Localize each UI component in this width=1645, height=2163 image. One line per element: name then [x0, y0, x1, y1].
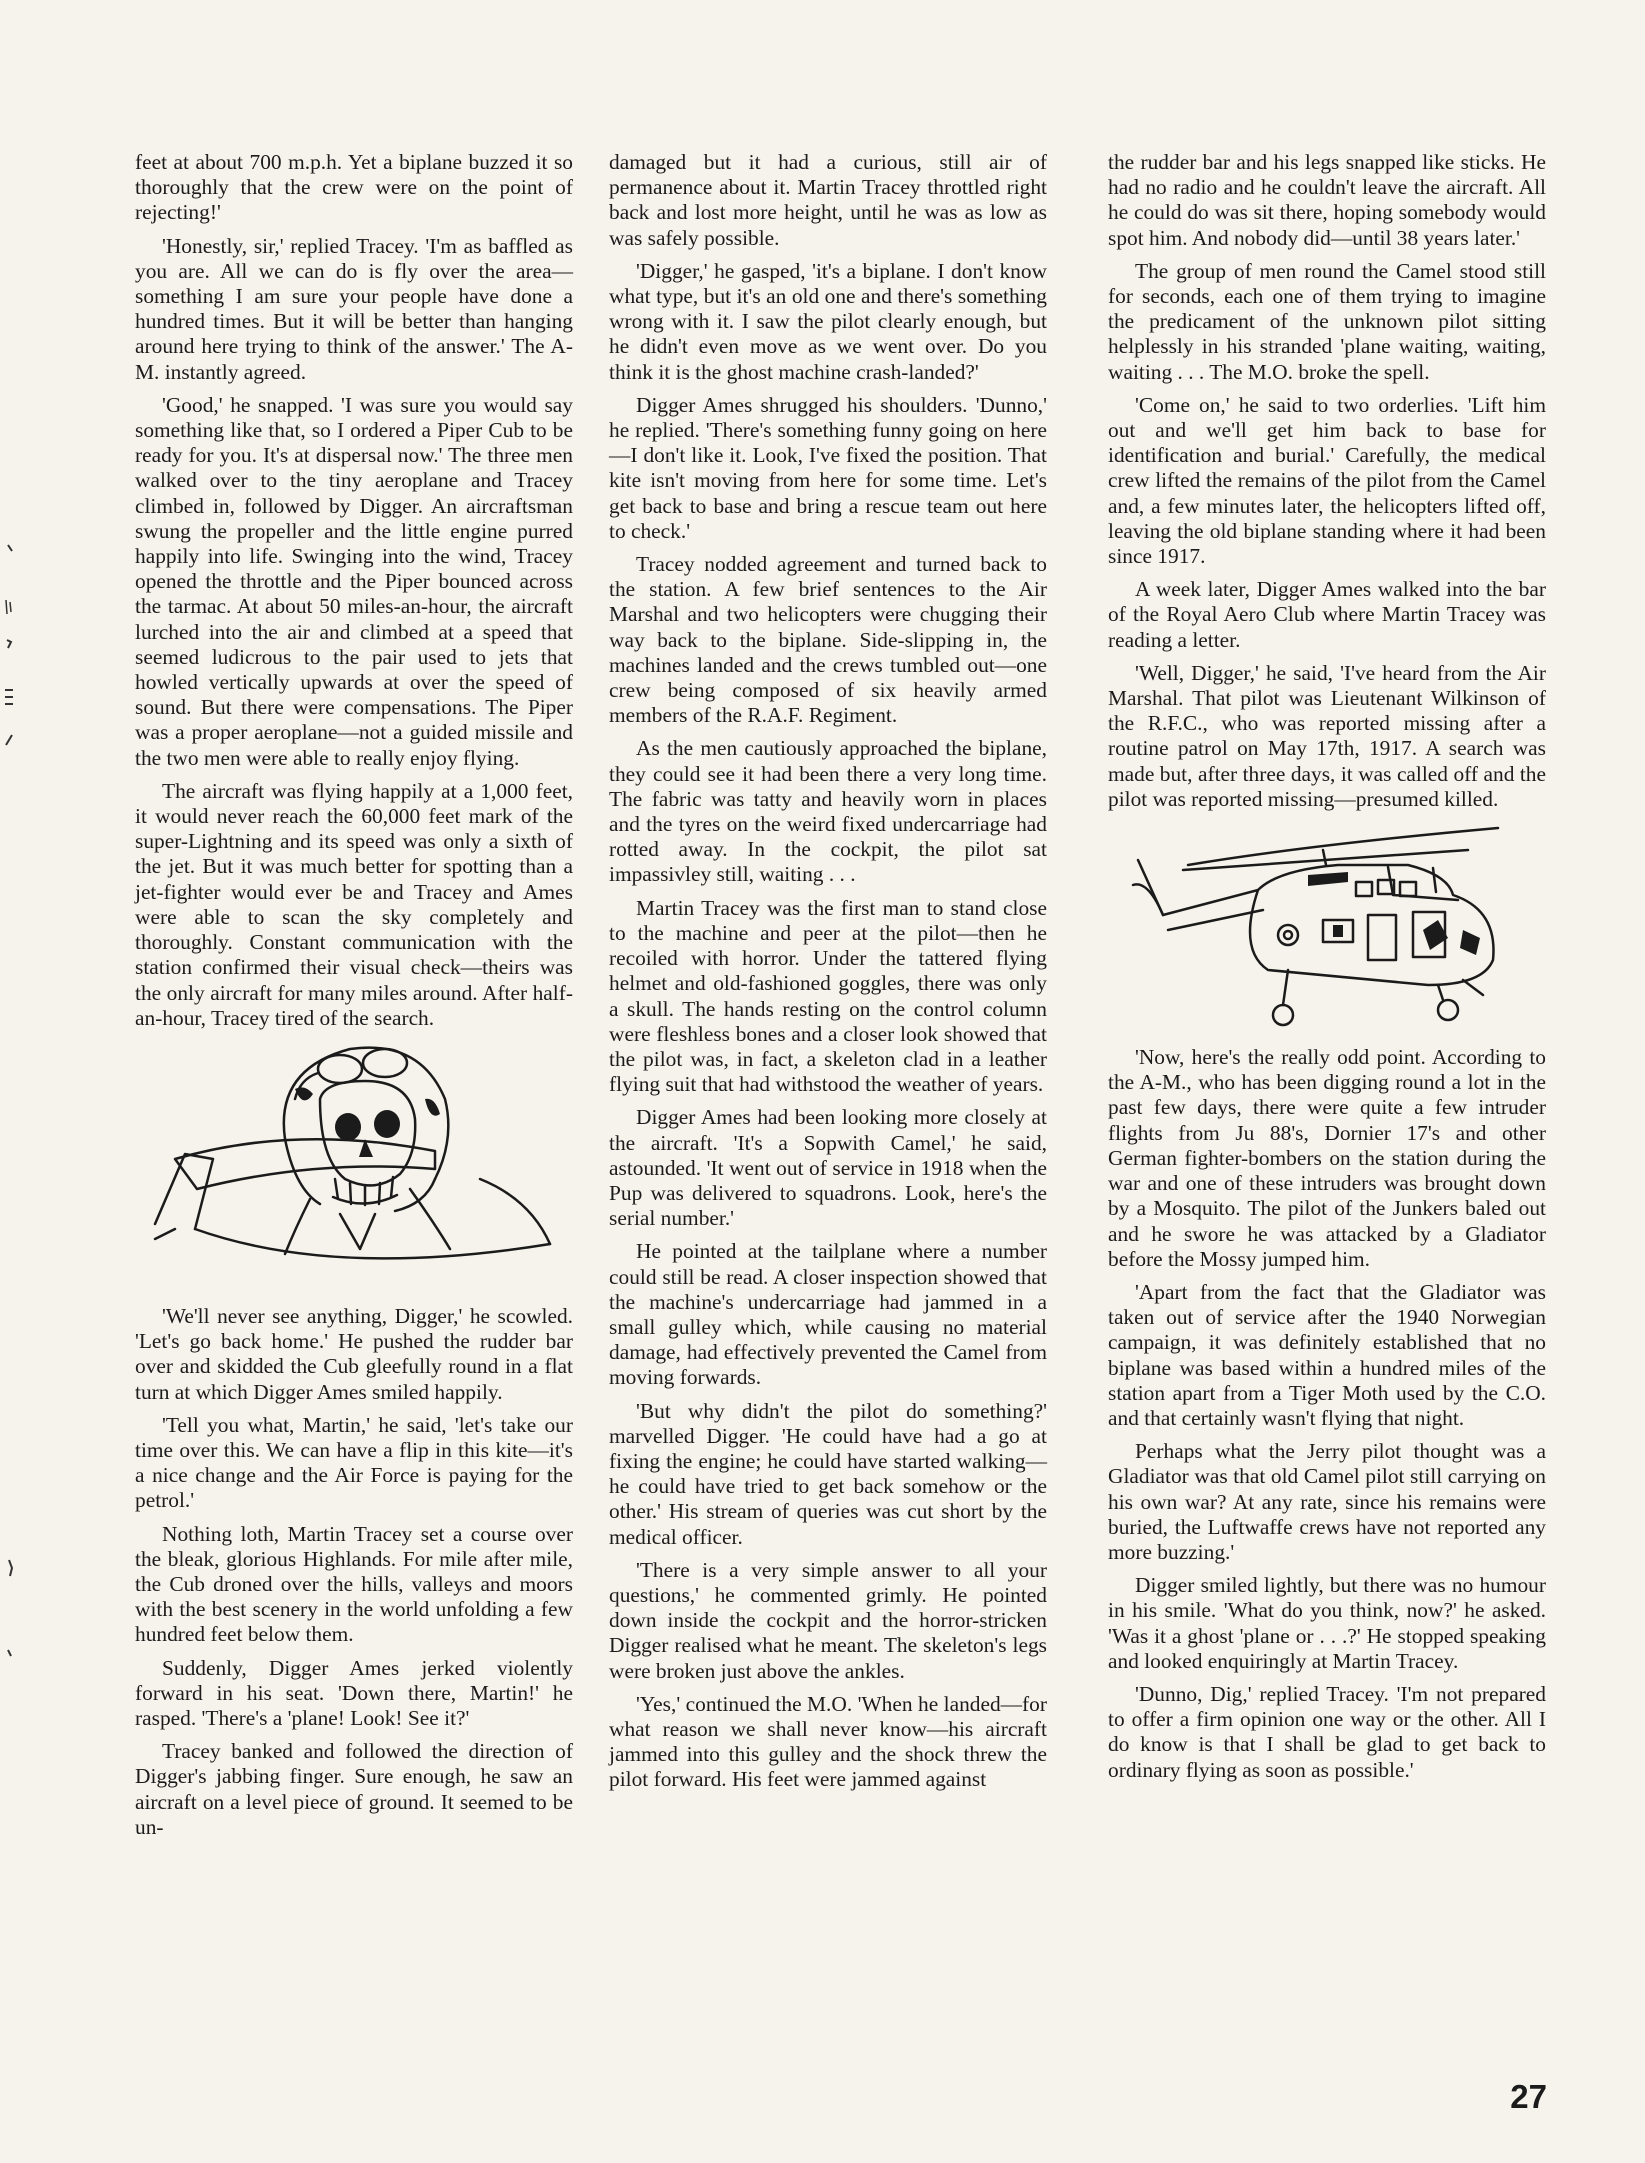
paragraph: 'Tell you what, Martin,' he said, 'let's take our time over this. We can have a flip in this kite—it's a nice change and the Air Force is paying for the petrol.'	[135, 1412, 573, 1513]
paragraph: Suddenly, Digger Ames jerked violently forward in his seat. 'Down there, Martin!' he rasped. 'There's a 'plane! Look! See it?'	[135, 1655, 573, 1730]
text-column-2	[609, 150, 1047, 1801]
paragraph: the rudder bar and his legs snapped like sticks. He had no radio and he couldn't leave the aircraft. All he could do was sit there, hoping somebody would spot him. And nobody did—until 38 years later.'	[1108, 150, 1546, 250]
paragraph: 'Well, Digger,' he said, 'I've heard from the Air Marshal. That pilot was Lieutenant Wilkinson of the R.F.C., who was reported missing after a routine patrol on May 17th, 1917. A search was made but, after three days, it was called off and the pilot was reported missing—presumed killed.	[1108, 660, 1546, 811]
paragraph: feet at about 700 m.p.h. Yet a biplane buzzed it so thoroughly that the crew were on the point of rejecting!'	[135, 150, 573, 225]
paragraph: The group of men round the Camel stood still for seconds, each one of them trying to imagine the predicament of the unknown pilot sitting helplessly in his stranded 'plane waiting, waiting, waiting . . . The M.O. broke the spell.	[1108, 258, 1546, 384]
paragraph: 'There is a very simple answer to all your questions,' he commented grimly. He pointed down inside the cockpit and the horror-stricken Digger realised what he meant. The skeleton's legs were broken just above the ankles.	[609, 1557, 1047, 1683]
binding-edge-marks	[0, 0, 20, 2163]
paragraph: Tracey banked and followed the direction of Digger's jabbing finger. Sure enough, he saw an aircraft on a level piece of ground. It seemed to be un-	[135, 1739, 573, 1839]
paragraph: Digger Ames had been looking more closely at the aircraft. 'It's a Sopwith Camel,' he said, astounded. 'It went out of service in 1918 when the Pup was delivered to squadrons. Look, here's the serial number.'	[609, 1105, 1047, 1231]
paragraph: Perhaps what the Jerry pilot thought was a Gladiator was that old Camel pilot still carrying on his own war? At any rate, since his remains were buried, the Luftwaffe crews have not reported any more buzzing.'	[1108, 1439, 1546, 1564]
paragraph: Digger smiled lightly, but there was no humour in his smile. 'What do you think, now?' he asked. 'Was it a ghost 'plane or . . .?' He stopped speaking and looked enquiringly at Martin Tracey.	[1108, 1573, 1546, 1673]
paragraph: Martin Tracey was the first man to stand close to the machine and peer at the pilot—then he recoiled with horror. Under the tattered flying helmet and old-fashioned goggles, there was only a skull. The hands resting on the control column were fleshless bones and a closer look showed that the pilot was, in fact, a skeleton clad in a leather flying suit that had withstood the weather of years.	[609, 895, 1047, 1097]
paragraph: 'But why didn't the pilot do something?' marvelled Digger. 'He could have had a go at fixing the engine; he could have started walking—he could have tried to get back somehow or the other.' His stream of queries was cut short by the medical officer.	[609, 1398, 1047, 1549]
paragraph: 'Digger,' he gasped, 'it's a biplane. I don't know what type, but it's an old one and there's something wrong with it. I saw the pilot clearly enough, but he didn't even move as we went over. Do you think it is the ghost machine crash-landed?'	[609, 258, 1047, 384]
page-number: 27	[1510, 2078, 1547, 2115]
paragraph: 'We'll never see anything, Digger,' he scowled. 'Let's go back home.' He pushed the rudder bar over and skidded the Cub gleefully round in a flat turn at which Digger Ames smiled happily.	[135, 1303, 573, 1404]
paragraph: Digger Ames shrugged his shoulders. 'Dunno,' he replied. 'There's something funny going on here—I don't like it. Look, I've fixed the position. That kite isn't moving from here for some time. Let's get back to base and bring a rescue team out here to check.'	[609, 392, 1047, 543]
paragraph: 'Honestly, sir,' replied Tracey. 'I'm as baffled as you are. All we can do is fly over the area—something I am sure your people have done a hundred times. But it will be better than hanging around here trying to think of the answer.' The A-M. instantly agreed.	[135, 233, 573, 384]
paragraph: 'Yes,' continued the M.O. 'When he landed—for what reason we shall never know—his aircraft jammed into this gulley and the shock threw the pilot forward. His feet were jammed against	[609, 1691, 1047, 1792]
paragraph: Nothing loth, Martin Tracey set a course over the bleak, glorious Highlands. For mile after mile, the Cub droned over the hills, valleys and moors with the best scenery in the world unfolding a few hundred feet below them.	[135, 1521, 573, 1647]
paragraph: 'Now, here's the really odd point. According to the A-M., who has been digging round a lot in the past few days, there were quite a few intruder flights from Ju 88's, Dornier 17's and other German fighter-bombers on the station during the war and one of these intruders was brought down by a Mosquito. The pilot of the Junkers baled out and he swore he was attacked by a Gladiator before the Mossy jumped him.	[1108, 1045, 1546, 1271]
text-column-1	[135, 150, 573, 1848]
helicopter-icon	[1108, 820, 1546, 1035]
paragraph: 'Apart from the fact that the Gladiator was taken out of service after the 1940 Norwegian campaign, it was definitely established that no biplane was based within a hundred miles of the station apart from a Tiger Moth used by the C.O. and that certainly wasn't flying that night.	[1108, 1279, 1546, 1430]
paragraph: Tracey nodded agreement and turned back to the station. A few brief sentences to the Air Marshal and two helicopters were chugging their way back to the biplane. Side-slipping in, the machines landed and the crews tumbled out—one crew being composed of six heavily armed members of the R.A.F. Regiment.	[609, 552, 1047, 728]
paragraph: 'Good,' he snapped. 'I was sure you would say something like that, so I ordered a Piper Cub to be ready for you. It's at dispersal now.' The three men walked over to the tiny aeroplane and Tracey climbed in, followed by Digger. An aircraftsman swung the propeller and the little engine purred happily into life. Swinging into the wind, Tracey opened the throttle and the Piper bounced across the tarmac. At about 50 miles-an-hour, the aircraft lurched into the air and climbed at a speed that seemed ludicrous to the pair used to jets that howled vertically upwards at over the speed of sound. But there were compensations. The Piper was a proper aeroplane—not a guided missile and the two men were able to really enjoy flying.	[135, 392, 573, 770]
paragraph: The aircraft was flying happily at a 1,000 feet, it would never reach the 60,000 feet mark of the super-Lightning and its speed was only a sixth of the jet. But it was much better for spotting than a jet-fighter would ever be and Tracey and Ames were able to scan the sky completely and thoroughly. Constant communication with the station confirmed their visual check—theirs was the only aircraft for many miles around. After half-an-hour, Tracey tired of the search.	[135, 778, 573, 1030]
text-column-3	[1108, 150, 1546, 1791]
paragraph: A week later, Digger Ames walked into the bar of the Royal Aero Club where Martin Tracey was reading a letter.	[1108, 577, 1546, 652]
paragraph: He pointed at the tailplane where a number could still be read. A closer inspection showed that the machine's undercarriage had jammed in a small gulley which, while causing no material damage, had effectively prevented the Camel from moving forwards.	[609, 1239, 1047, 1390]
paragraph: 'Dunno, Dig,' replied Tracey. 'I'm not prepared to offer a firm opinion one way or the other. All I do know is that I shall be glad to get back to ordinary flying as soon as possible.'	[1108, 1681, 1546, 1782]
paragraph: 'Come on,' he said to two orderlies. 'Lift him out and we'll get him back to base for identification and burial.' Carefully, the medical crew lifted the remains of the pilot from the Camel and, a few minutes later, the helicopters lifted off, leaving the old biplane standing where it had been since 1917.	[1108, 392, 1546, 569]
skeleton-pilot-icon	[135, 1039, 573, 1294]
paragraph: As the men cautiously approached the biplane, they could see it had been there a very long time. The fabric was tatty and heavily worn in places and the tyres on the weird fixed undercarriage had rotted away. In the cockpit, the pilot sat impassivley still, waiting . . .	[609, 736, 1047, 887]
paragraph: damaged but it had a curious, still air of permanence about it. Martin Tracey throttled right back and lost more height, until he was as low as was safely possible.	[609, 150, 1047, 250]
